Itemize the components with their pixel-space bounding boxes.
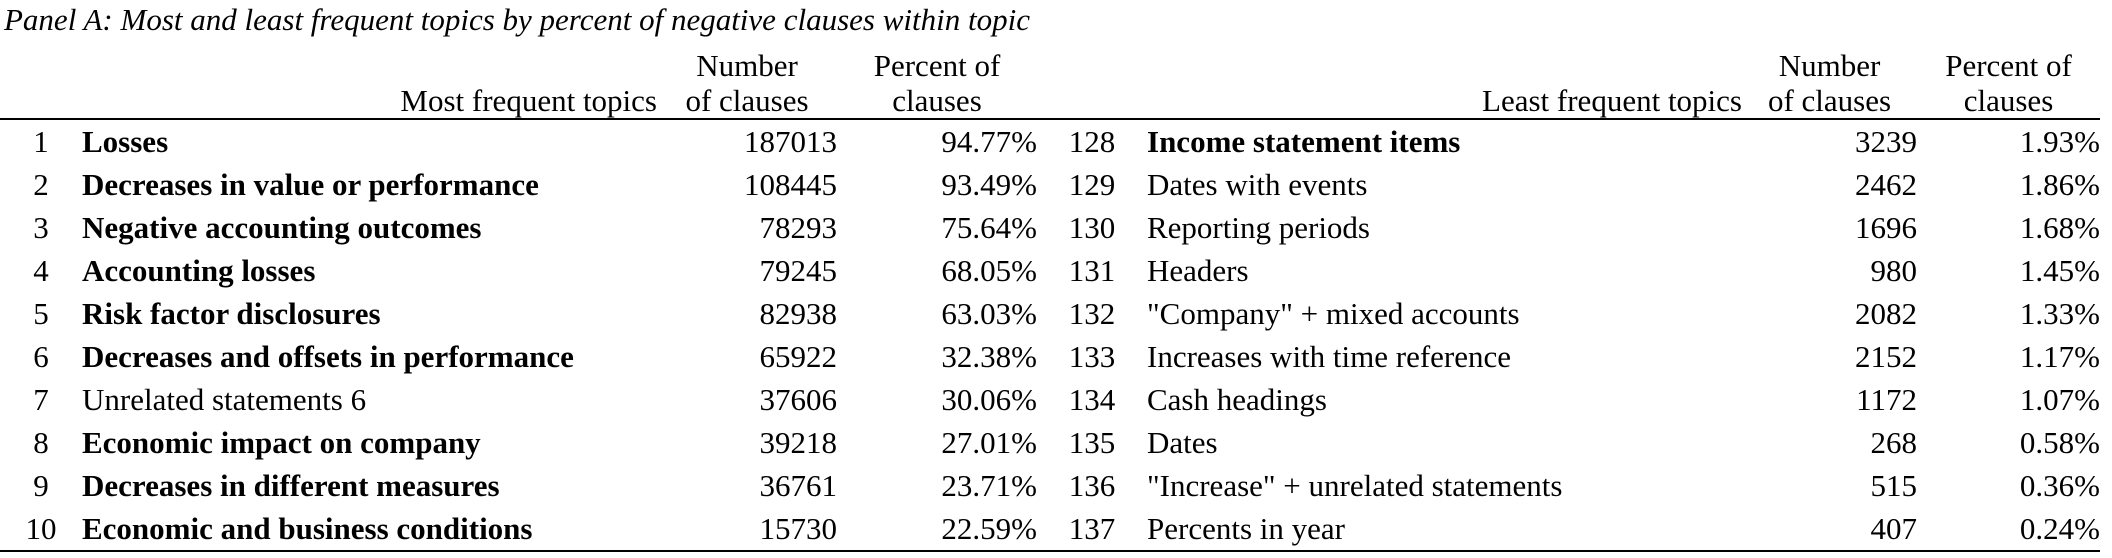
- most-percent: 93.49%: [941, 167, 1037, 202]
- most-topic: Negative accounting outcomes: [82, 210, 482, 245]
- header-num-clauses-most: Number of clauses: [657, 41, 837, 119]
- least-topic: Dates with events: [1147, 167, 1368, 202]
- least-rank: 131: [1068, 253, 1116, 288]
- least-rank: 130: [1068, 210, 1116, 245]
- table-row: [0, 206, 2100, 249]
- least-percent: 1.33%: [2019, 296, 2100, 331]
- most-clauses: 15730: [657, 507, 837, 551]
- most-rank: 8: [33, 425, 49, 460]
- most-rank: 7: [33, 382, 49, 417]
- least-clauses: 2152: [1855, 339, 1917, 374]
- most-percent: 22.59%: [837, 507, 1037, 551]
- most-topic: Economic impact on company: [82, 425, 481, 460]
- least-rank: 133: [1068, 339, 1116, 374]
- least-percent: 0.58%: [2019, 425, 2100, 460]
- least-percent: 0.24%: [1917, 507, 2100, 551]
- most-clauses: 78293: [759, 210, 837, 245]
- least-clauses: 2462: [1855, 167, 1917, 202]
- most-clauses: 79245: [759, 253, 837, 288]
- least-topic: Dates: [1147, 425, 1218, 460]
- table-row: [0, 292, 2100, 335]
- topics-table: [0, 41, 2100, 552]
- header-pct-clauses-least: Percent of clauses: [1917, 41, 2100, 119]
- most-clauses: 37606: [759, 382, 837, 417]
- least-clauses: 3239: [1855, 124, 1917, 159]
- most-topic: Economic and business conditions: [82, 507, 657, 551]
- most-percent: 75.64%: [941, 210, 1037, 245]
- table-row: [0, 163, 2100, 206]
- table-row: [0, 378, 2100, 421]
- panel-title: Panel A: Most and least frequent topics by percent of negative clauses within topic: [4, 2, 1030, 37]
- most-percent: 68.05%: [941, 253, 1037, 288]
- least-topic: Percents in year: [1147, 507, 1742, 551]
- least-topic: Headers: [1147, 253, 1249, 288]
- most-topic: Decreases in value or performance: [82, 167, 539, 202]
- most-rank: 10: [0, 507, 82, 551]
- least-clauses: 515: [1870, 468, 1917, 503]
- most-topic: Decreases in different measures: [82, 468, 500, 503]
- header-rank-least: [1037, 41, 1147, 119]
- table-row: [0, 464, 2100, 507]
- table-row: [0, 335, 2100, 378]
- header-num-clauses-least: Number of clauses: [1742, 41, 1917, 119]
- least-rank: 135: [1068, 425, 1116, 460]
- most-rank: 4: [33, 253, 49, 288]
- most-clauses: 82938: [759, 296, 837, 331]
- most-rank: 5: [33, 296, 49, 331]
- most-percent: 27.01%: [941, 425, 1037, 460]
- table-row: [0, 421, 2100, 464]
- least-rank: 132: [1068, 296, 1116, 331]
- least-topic: Income statement items: [1147, 124, 1461, 159]
- least-rank: 136: [1068, 468, 1116, 503]
- most-clauses: 187013: [744, 124, 837, 159]
- least-clauses: 1696: [1855, 210, 1917, 245]
- least-rank: 137: [1037, 507, 1147, 551]
- most-percent: 30.06%: [941, 382, 1037, 417]
- most-rank: 6: [33, 339, 49, 374]
- table-row: [0, 249, 2100, 292]
- least-clauses: 2082: [1855, 296, 1917, 331]
- least-topic: Cash headings: [1147, 382, 1327, 417]
- most-topic: Decreases and offsets in performance: [82, 339, 574, 374]
- most-clauses: 65922: [759, 339, 837, 374]
- most-percent: 32.38%: [941, 339, 1037, 374]
- least-percent: 1.93%: [2019, 124, 2100, 159]
- table-row: [0, 507, 2100, 551]
- least-percent: 1.17%: [2019, 339, 2100, 374]
- most-clauses: 39218: [759, 425, 837, 460]
- most-percent: 63.03%: [941, 296, 1037, 331]
- table-row: [0, 119, 2100, 163]
- most-topic: Unrelated statements 6: [82, 382, 367, 417]
- most-rank: 9: [33, 468, 49, 503]
- most-clauses: 108445: [744, 167, 837, 202]
- least-rank: 134: [1068, 382, 1116, 417]
- least-percent: 0.36%: [2019, 468, 2100, 503]
- most-clauses: 36761: [759, 468, 837, 503]
- most-rank: 1: [33, 124, 49, 159]
- least-percent: 1.68%: [2019, 210, 2100, 245]
- most-topic: Losses: [82, 124, 169, 159]
- least-percent: 1.45%: [2019, 253, 2100, 288]
- most-rank: 2: [33, 167, 49, 202]
- most-topic: Accounting losses: [82, 253, 316, 288]
- least-percent: 1.86%: [2019, 167, 2100, 202]
- least-clauses: 980: [1870, 253, 1917, 288]
- table-header-row: [0, 41, 2100, 119]
- least-percent: 1.07%: [2019, 382, 2100, 417]
- least-clauses: 1172: [1856, 382, 1917, 417]
- least-rank: 128: [1068, 124, 1116, 159]
- most-percent: 23.71%: [941, 468, 1037, 503]
- least-topic: Increases with time reference: [1147, 339, 1512, 374]
- least-rank: 129: [1068, 167, 1116, 202]
- header-most-topics: Most frequent topics: [82, 41, 657, 119]
- least-topic: "Company" + mixed accounts: [1147, 296, 1520, 331]
- least-clauses: 268: [1870, 425, 1917, 460]
- header-rank-most: [0, 41, 82, 119]
- least-topic: Reporting periods: [1147, 210, 1370, 245]
- least-clauses: 407: [1742, 507, 1917, 551]
- header-pct-clauses-most: Percent of clauses: [837, 41, 1037, 119]
- header-least-topics: Least frequent topics: [1147, 41, 1742, 119]
- least-topic: "Increase" + unrelated statements: [1147, 468, 1563, 503]
- most-percent: 94.77%: [941, 124, 1037, 159]
- most-topic: Risk factor disclosures: [82, 296, 381, 331]
- most-rank: 3: [33, 210, 49, 245]
- table-body: [0, 119, 2100, 551]
